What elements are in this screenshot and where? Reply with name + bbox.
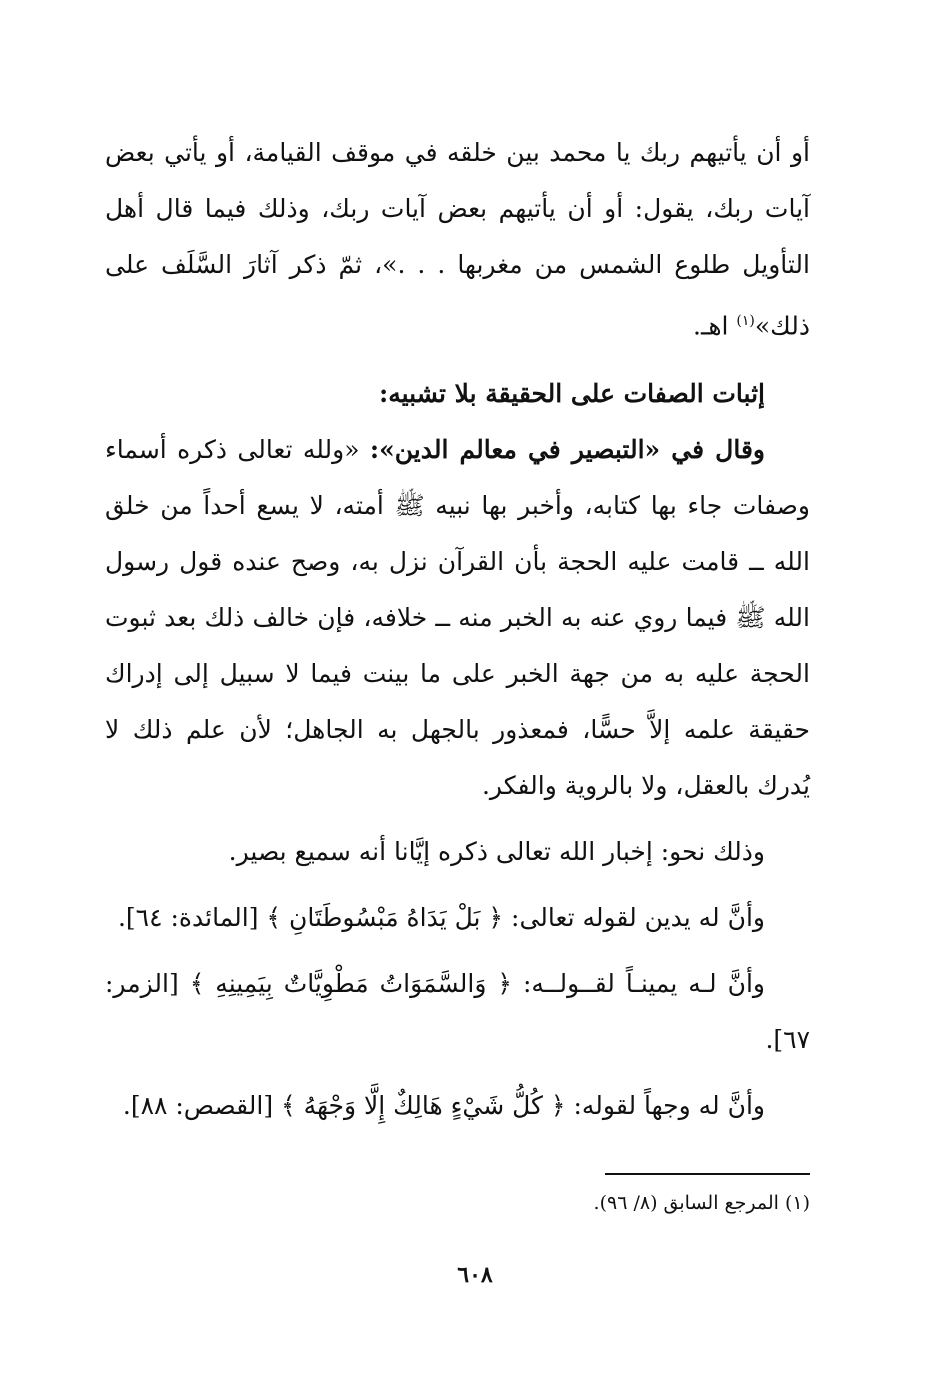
paragraph-1 xyxy=(105,125,810,354)
paragraph-6: وأنَّ له وجهاً لقوله: ﴿ كُلُّ شَيْءٍ هَالِكٌ إِلَّا وَجْهَهُ ﴾ [القصص: ٨٨]. xyxy=(122,1091,765,1121)
paragraph-1-end: اهـ. xyxy=(693,311,737,341)
paragraph-5: وأنَّ لـه يمينـاً لقــولــه: ﴿ وَالسَّمَوَاتُ مَطْوِيَّاتٌ بِيَمِينِهِ ﴾ [الزمر: ٦٧]. xyxy=(105,969,810,1055)
page-body xyxy=(105,125,810,1134)
paragraph-2-text: «ولله تعالى ذكره أسماء وصفات جاء بها كتابه، وأخبر بها نبيه ﷺ أمته، لا يسع أحداً من خلق الله ــ قامت عليه الحجة بأن القرآن نزل به، وصح عنده قول رسول الله ﷺ فيما روي عنه به الخبر منه ــ خلافه، فإن خالف ذلك بعد ثبوت الحجة عليه به من جهة الخبر على ما بينت فيما لا سبيل إلى إدراك حقيقة علمه إلاَّ حسًّا، فمعذور بالجهل به الجاهل؛ لأن علم ذلك لا يُدرك بالعقل، ولا بالروية والفكر. xyxy=(105,435,810,801)
paragraph-3: وذلك نحو: إخبار الله تعالى ذكره إيَّانا أنه سميع بصير. xyxy=(228,837,765,867)
footnote: (١) المرجع السابق (٨/ ٩٦). xyxy=(593,1192,810,1214)
paragraph-2 xyxy=(105,422,810,814)
paragraph-4: وأنَّ له يدين لقوله تعالى: ﴿ بَلْ يَدَاهُ مَبْسُوطَتَانِ ﴾ [المائدة: ٦٤]. xyxy=(117,903,765,933)
section-heading: إثبات الصفات على الحقيقة بلا تشبيه: xyxy=(379,379,765,409)
footnote-divider xyxy=(605,1173,810,1175)
paragraph-2-lead: وقال في «التبصير في معالم الدين»: xyxy=(369,435,765,465)
footnote-reference: (١) xyxy=(736,313,755,329)
page-number: ٦٠٨ xyxy=(457,1262,493,1288)
paragraph-1-text: أو أن يأتيهم ربك يا محمد بين خلقه في موقف القيامة، أو يأتي بعض آيات ربك، يقول: أو أن يأتيهم بعض آيات ربك، وذلك فيما قال أهل التأويل طلوع الشمس من مغربها . . .»، ثمّ ذكر آثارَ السَّلَف على ذلك» xyxy=(105,138,810,341)
